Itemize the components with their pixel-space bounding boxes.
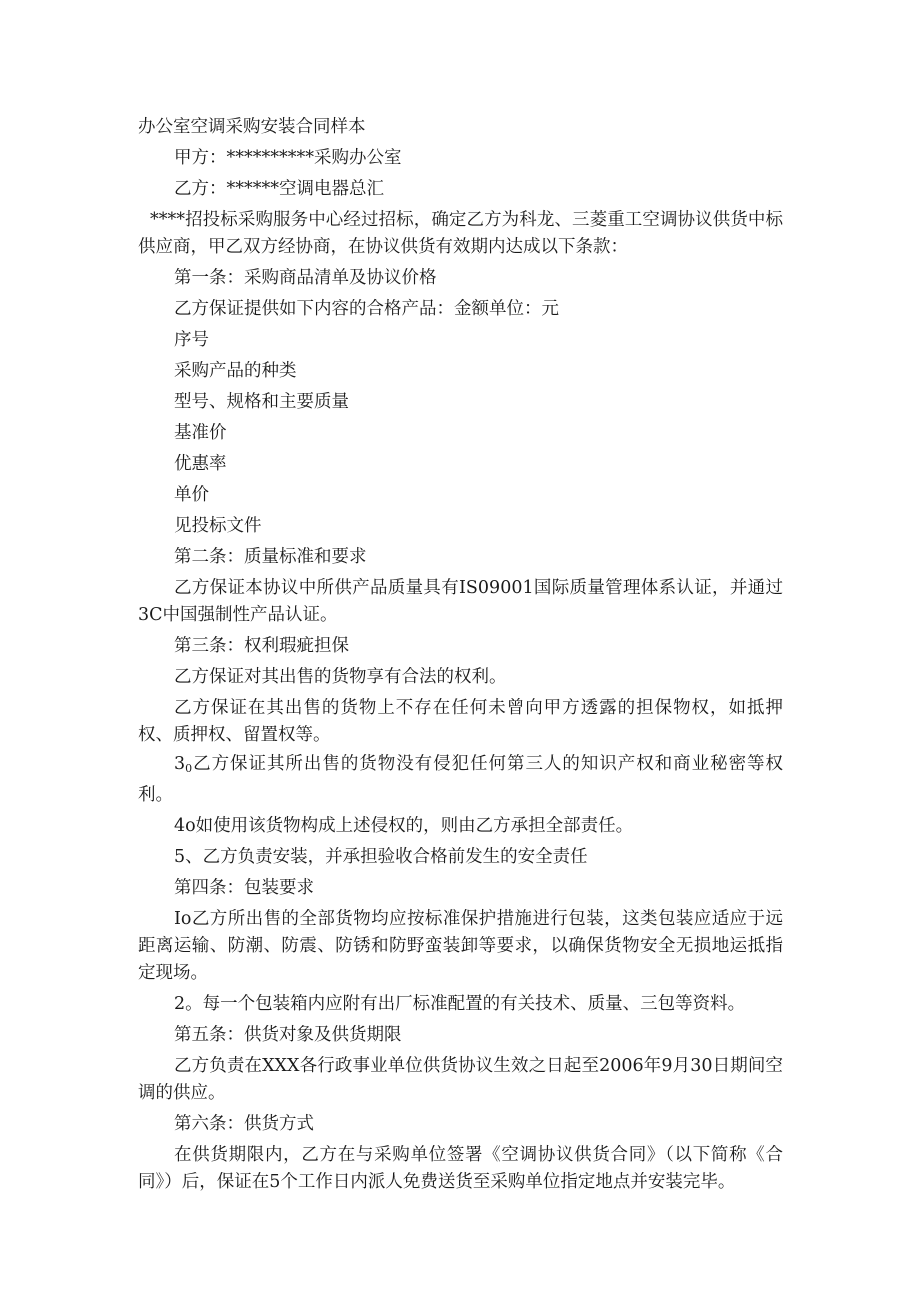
party-b: 乙方：******空调电器总汇 (174, 179, 384, 199)
article1-text: 乙方保证提供如下内容的合格产品：金额单位：元 (174, 299, 559, 319)
table-header-base-price: 基准价 (174, 423, 227, 443)
document-title: 办公室空调采购安装合同样本 (138, 117, 366, 137)
article4-title: 第四条：包装要求 (174, 878, 314, 898)
article5-text: 乙方负责在XXX各行政事业单位供货协议生效之日起至2006年9月30日期间空调的供应。 (138, 1056, 783, 1103)
article4-item-2: 2。每一个包装箱内应附有出厂标准配置的有关技术、质量、三包等资料。 (174, 994, 746, 1014)
article3-item-3-text: 乙方保证其所出售的货物没有侵犯任何第三人的知识产权和商业秘密等权利。 (138, 754, 783, 805)
table-note: 见投标文件 (174, 516, 262, 536)
article3-item-1: 乙方保证对其出售的货物享有合法的权利。 (174, 667, 507, 687)
party-a: 甲方：**********采购办公室 (174, 148, 402, 168)
contract-document (138, 112, 783, 1198)
article3-item-5: 5、乙方负责安装，并承担验收合格前发生的安全责任 (174, 847, 588, 867)
article3-title: 第三条：权利瑕疵担保 (174, 636, 349, 656)
article5-title: 第五条：供货对象及供货期限 (174, 1025, 402, 1045)
table-header-category: 采购产品的种类 (174, 361, 297, 381)
article2-title: 第二条：质量标准和要求 (174, 547, 367, 567)
article3-item-4: 4o如使用该货物构成上述侵权的，则由乙方承担全部责任。 (174, 816, 634, 836)
article3-item-2: 乙方保证在其出售的货物上不存在任何未曾向甲方透露的担保物权，如抵押权、质押权、留置权等。 (138, 698, 783, 745)
article1-title: 第一条：采购商品清单及协议价格 (174, 268, 437, 288)
table-header-unit-price: 单价 (174, 485, 209, 505)
article2-text: 乙方保证本协议中所供产品质量具有IS09001国际质量管理体系认证，并通过3C中国强制性产品认证。 (138, 578, 783, 625)
table-header-model: 型号、规格和主要质量 (174, 392, 349, 412)
table-header-discount: 优惠率 (174, 454, 227, 474)
article3-item-3 (138, 751, 783, 809)
article6-title: 第六条：供货方式 (174, 1114, 314, 1134)
article4-item-1: Io乙方所出售的全部货物均应按标准保护措施进行包装，这类包装应适应于远距离运输、防潮、防震、防锈和防野蛮装卸等要求，以确保货物安全无损地运抵指定现场。 (138, 909, 783, 983)
article3-item-3-subscript: 0 (185, 762, 193, 775)
article6-text: 在供货期限内，乙方在与采购单位签署《空调协议供货合同》（以下简称《合同》）后，保证在5个工作日内派人免费送货至采购单位指定地点并安装完毕。 (138, 1145, 783, 1192)
table-header-index: 序号 (174, 330, 209, 350)
intro-paragraph: ****招投标采购服务中心经过招标，确定乙方为科龙、三菱重工空调协议供货中标供应商，甲乙双方经协商，在协议供货有效期内达成以下条款： (138, 210, 783, 257)
article3-item-3-number: 3 (174, 754, 186, 774)
